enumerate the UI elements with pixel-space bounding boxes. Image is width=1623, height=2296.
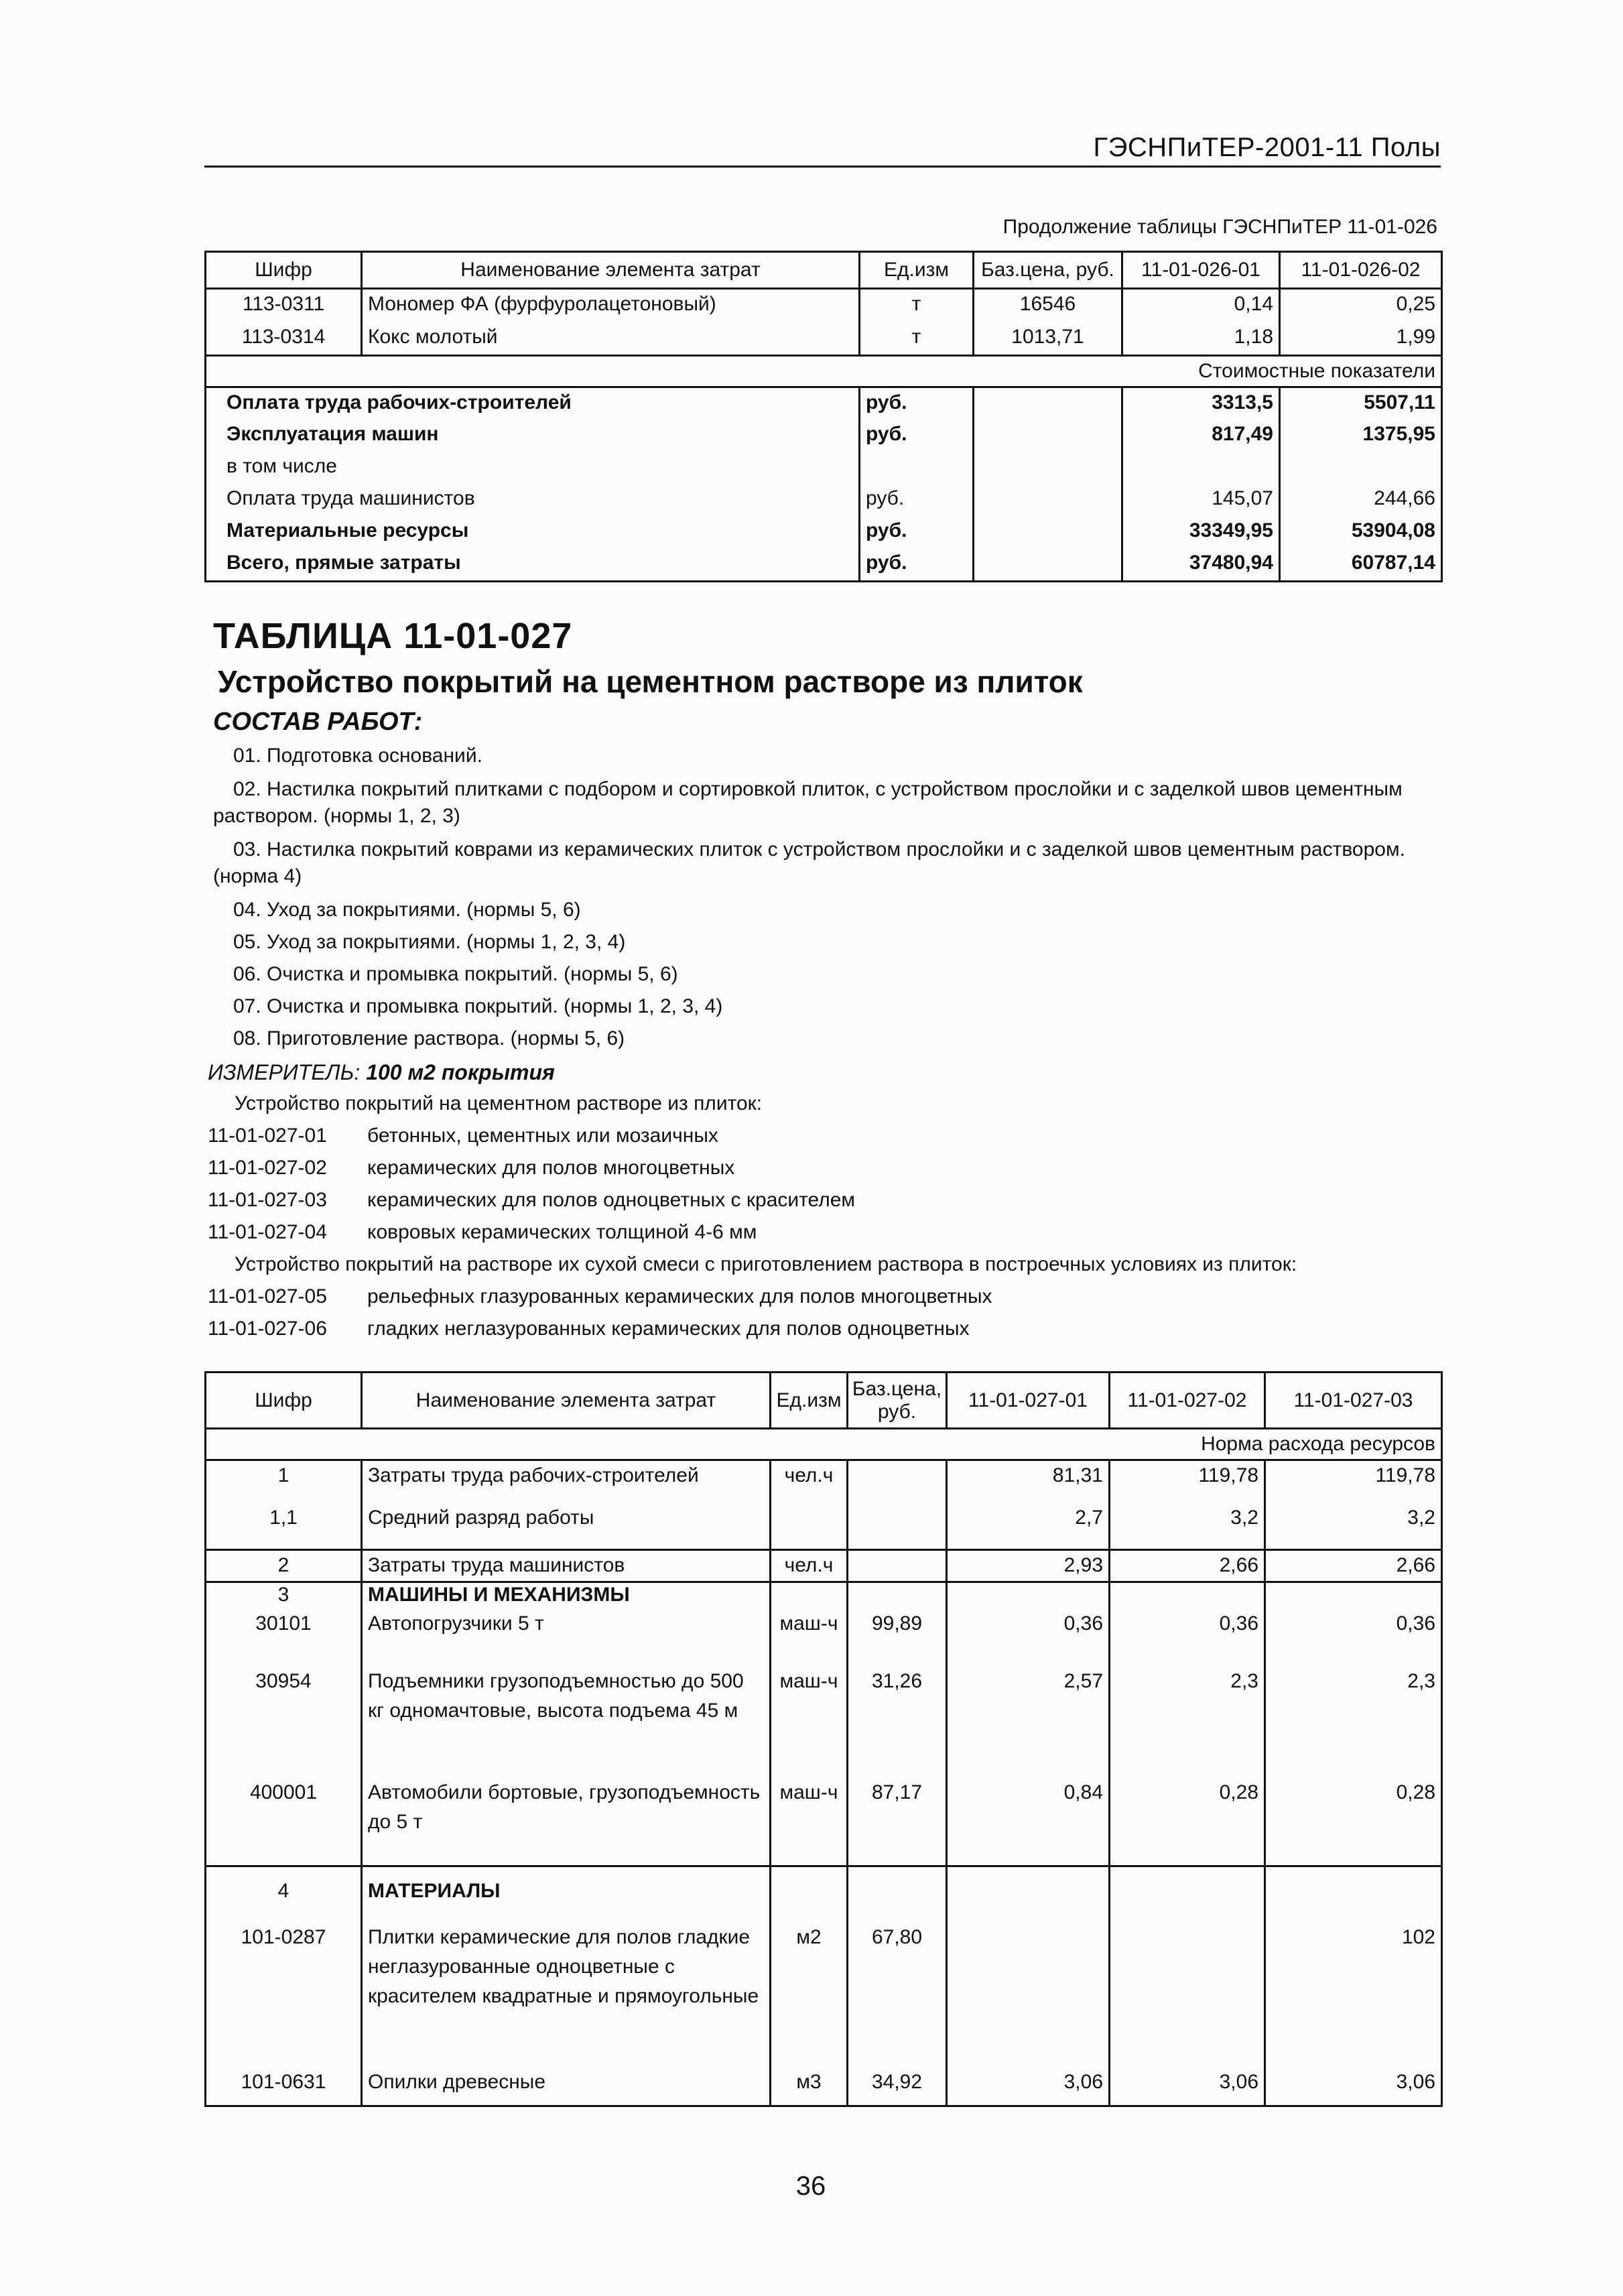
cell-norm-3: 2,3 (1265, 1667, 1442, 1778)
cell-price: 1013,71 (974, 322, 1122, 356)
cost-row-value-2: 1375,95 (1280, 420, 1442, 452)
cell-code: 400001 (206, 1778, 362, 1866)
cell-price: 99,89 (848, 1609, 947, 1667)
work-item: 04. Уход за покрытиями. (нормы 5, 6) (233, 899, 581, 921)
cell-name: Кокс молотый (362, 322, 860, 356)
cell-unit: чел.ч (771, 1550, 848, 1582)
cell-norm-1: 1,18 (1122, 322, 1280, 356)
col-header-norm-3: 11-01-027-03 (1265, 1373, 1442, 1429)
cell-code: 30954 (206, 1667, 362, 1778)
group-title: Устройство покрытий на цементном растворе из плиток: (235, 1092, 763, 1114)
col-header-norm-1: 11-01-027-01 (947, 1373, 1110, 1429)
norm-description: рельефных глазурованных керамических для полов многоцветных (367, 1285, 992, 1308)
col-header-unit: Ед.изм (860, 252, 974, 289)
cost-row-unit: руб. (860, 548, 974, 582)
cell-code: 3 (206, 1582, 362, 1609)
col-header-norm-2: 11-01-027-02 (1110, 1373, 1265, 1429)
cell-price: 16546 (974, 289, 1122, 322)
cell-norm-3: 0,36 (1265, 1609, 1442, 1667)
cost-row-name: в том числе (206, 452, 860, 484)
norm-code: 11-01-027-02 (208, 1157, 327, 1179)
cost-row-value-1: 145,07 (1122, 484, 1280, 516)
cost-row (206, 548, 1442, 582)
col-header-code: Шифр (206, 252, 362, 289)
cost-row-value-1: 33349,95 (1122, 516, 1280, 548)
cost-row-unit: руб. (860, 484, 974, 516)
cell-norm-2: 3,06 (1110, 2067, 1265, 2106)
cell-code: 113-0311 (206, 289, 362, 322)
cell-norm-2: 1,99 (1280, 322, 1442, 356)
measure-unit-label: ИЗМЕРИТЕЛЬ: (208, 1060, 361, 1084)
cell-norm-3: 119,78 (1265, 1460, 1442, 1503)
cost-row (206, 484, 1442, 516)
cell-name: МАТЕРИАЛЫ (362, 1866, 771, 1923)
cell-name: Затраты труда рабочих-строителей (362, 1460, 771, 1503)
cost-row-value-2: 5507,11 (1280, 387, 1442, 420)
work-item: 08. Приготовление раствора. (нормы 5, 6) (233, 1027, 625, 1049)
cell-norm-2: 0,36 (1110, 1609, 1265, 1667)
section-label-row (206, 1429, 1442, 1460)
cell-unit: м2 (771, 1923, 848, 2067)
cell-name: МАШИНЫ И МЕХАНИЗМЫ (362, 1582, 771, 1609)
group-title: Устройство покрытий на растворе их сухой смеси с приготовлением раствора в построечных условиях из плиток: (235, 1253, 1297, 1275)
cell-unit: м3 (771, 2067, 848, 2106)
col-header-price: Баз.цена, руб. (974, 252, 1122, 289)
cost-row-unit: руб. (860, 387, 974, 420)
col-header-name: Наименование элемента затрат (362, 252, 860, 289)
work-item: 07. Очистка и промывка покрытий. (нормы 1, 2, 3, 4) (233, 995, 723, 1017)
table-subtitle: Устройство покрытий на цементном растворе из плиток (218, 664, 1083, 699)
cost-row-name: Материальные ресурсы (206, 516, 860, 548)
table-row (206, 1866, 1442, 1923)
col-header-norm-2: 11-01-026-02 (1280, 252, 1442, 289)
norm-description: ковровых керамических толщиной 4-6 мм (367, 1221, 757, 1243)
document-header-title: ГЭСНПиТЕР-2001-11 Полы (1093, 133, 1441, 162)
cell-norm-1: 2,93 (947, 1550, 1110, 1582)
cell-name: Плитки керамические для полов гладкие неглазурованные одноцветные с красителем квадратные и прямоугольные (362, 1923, 771, 2067)
cost-row-unit: руб. (860, 420, 974, 452)
cell-price (848, 1503, 947, 1550)
norm-code: 11-01-027-03 (208, 1189, 327, 1211)
cell-price (848, 1460, 947, 1503)
col-header-code: Шифр (206, 1373, 362, 1429)
cost-row-value-2: 244,66 (1280, 484, 1442, 516)
norm-code: 11-01-027-05 (208, 1285, 327, 1308)
cost-row (206, 420, 1442, 452)
cell-unit: маш-ч (771, 1609, 848, 1667)
table-row (206, 2067, 1442, 2106)
cell-name: Автомобили бортовые, грузоподъемность до 5 т (362, 1778, 771, 1866)
measure-unit-line (208, 1060, 555, 1085)
section-label-cost: Стоимостные показатели (206, 356, 1442, 387)
header-divider (204, 166, 1441, 168)
cell-name: Подъемники грузоподъемностью до 500 кг одномачтовые, высота подъема 45 м (362, 1667, 771, 1778)
norm-description: керамических для полов одноцветных с красителем (367, 1189, 856, 1211)
cost-row-name: Оплата труда рабочих-строителей (206, 387, 860, 420)
cost-row (206, 452, 1442, 484)
cell-name: Средний разряд работы (362, 1503, 771, 1550)
measure-unit-value: 100 м2 покрытия (366, 1060, 555, 1084)
cell-code: 30101 (206, 1609, 362, 1667)
cell-unit: т (860, 322, 974, 356)
work-composition-heading: СОСТАВ РАБОТ: (213, 708, 423, 736)
cell-unit (771, 1503, 848, 1550)
table-row (206, 1778, 1442, 1866)
cost-row-name: Оплата труда машинистов (206, 484, 860, 516)
table-row (206, 1923, 1442, 2067)
work-item: 03. Настилка покрытий коврами из керамических плиток с устройством прослойки и с заделкой швов цементным раствором. (норма 4) (213, 838, 1405, 887)
cell-norm-1: 2,57 (947, 1667, 1110, 1778)
section-label-norm: Норма расхода ресурсов (206, 1429, 1442, 1460)
cell-norm-1: 0,84 (947, 1778, 1110, 1866)
cell-norm-1: 0,36 (947, 1609, 1110, 1667)
norm-description: бетонных, цементных или мозаичных (367, 1125, 718, 1147)
table-row (206, 1550, 1442, 1582)
norm-code: 11-01-027-04 (208, 1221, 327, 1243)
cell-norm-3: 2,66 (1265, 1550, 1442, 1582)
cost-row-name: Всего, прямые затраты (206, 548, 860, 582)
norm-code: 11-01-027-06 (208, 1318, 327, 1340)
cell-norm-1: 0,14 (1122, 289, 1280, 322)
cell-price: 31,26 (848, 1667, 947, 1778)
table-continuation-label: Продолжение таблицы ГЭСНПиТЕР 11-01-026 (1002, 216, 1437, 238)
cell-code: 101-0631 (206, 2067, 362, 2106)
cell-norm-3: 3,2 (1265, 1503, 1442, 1550)
cell-unit: маш-ч (771, 1667, 848, 1778)
col-header-norm-1: 11-01-026-01 (1122, 252, 1280, 289)
cell-name: Мономер ФА (фурфуролацетоновый) (362, 289, 860, 322)
col-header-unit: Ед.изм (771, 1373, 848, 1429)
cell-norm-3: 102 (1265, 1923, 1442, 2067)
col-header-name: Наименование элемента затрат (362, 1373, 771, 1429)
resource-table-026 (204, 251, 1443, 582)
cell-code: 1,1 (206, 1503, 362, 1550)
cell-norm-1: 3,06 (947, 2067, 1110, 2106)
cell-unit: маш-ч (771, 1778, 848, 1866)
cost-row (206, 516, 1442, 548)
cost-row-value-2: 60787,14 (1280, 548, 1442, 582)
table-row (206, 1460, 1442, 1503)
cell-name: Автопогрузчики 5 т (362, 1609, 771, 1667)
cell-name: Затраты труда машинистов (362, 1550, 771, 1582)
cost-row-value-1: 817,49 (1122, 420, 1280, 452)
cost-row-value-1: 3313,5 (1122, 387, 1280, 420)
cell-unit: т (860, 289, 974, 322)
cell-code: 4 (206, 1866, 362, 1923)
norm-description: керамических для полов многоцветных (367, 1157, 735, 1179)
table-row (206, 1667, 1442, 1778)
norm-code: 11-01-027-01 (208, 1125, 327, 1147)
section-label-row (206, 356, 1442, 387)
col-header-price: Баз.цена, руб. (848, 1373, 947, 1429)
cell-name: Опилки древесные (362, 2067, 771, 2106)
cell-norm-2: 3,2 (1110, 1503, 1265, 1550)
cell-code: 1 (206, 1460, 362, 1503)
cell-norm-3: 3,06 (1265, 2067, 1442, 2106)
cost-row-value-2: 53904,08 (1280, 516, 1442, 548)
table-header-row (206, 1373, 1442, 1429)
cell-code: 101-0287 (206, 1923, 362, 2067)
cell-code: 2 (206, 1550, 362, 1582)
cell-norm-1: 2,7 (947, 1503, 1110, 1550)
cell-norm-2: 119,78 (1110, 1460, 1265, 1503)
table-title: ТАБЛИЦА 11-01-027 (213, 616, 573, 656)
cost-row-value-1: 37480,94 (1122, 548, 1280, 582)
cell-unit: чел.ч (771, 1460, 848, 1503)
cell-price: 34,92 (848, 2067, 947, 2106)
cost-row (206, 387, 1442, 420)
table-row (206, 322, 1442, 356)
table-header-row (206, 252, 1442, 289)
work-item: 01. Подготовка оснований. (233, 745, 482, 767)
table-row (206, 289, 1442, 322)
cell-price: 87,17 (848, 1778, 947, 1866)
cell-norm-2: 0,28 (1110, 1778, 1265, 1866)
work-item: 05. Уход за покрытиями. (нормы 1, 2, 3, 4) (233, 931, 626, 953)
table-row (206, 1582, 1442, 1609)
work-item: 02. Настилка покрытий плитками с подбором и сортировкой плиток, с устройством прослойки и с заделкой швов цементным раствором. (нормы 1, 2, 3) (213, 778, 1403, 827)
work-item: 06. Очистка и промывка покрытий. (нормы 5, 6) (233, 963, 678, 985)
cost-row-unit: руб. (860, 516, 974, 548)
cell-price: 67,80 (848, 1923, 947, 2067)
table-row (206, 1503, 1442, 1550)
cell-norm-2: 0,25 (1280, 289, 1442, 322)
page-number: 36 (795, 2171, 826, 2201)
cell-price (848, 1550, 947, 1582)
cell-norm-1: 81,31 (947, 1460, 1110, 1503)
cell-code: 113-0314 (206, 322, 362, 356)
norm-description: гладких неглазурованных керамических для полов одноцветных (367, 1318, 970, 1340)
cell-norm-3: 0,28 (1265, 1778, 1442, 1866)
cell-norm-2: 2,3 (1110, 1667, 1265, 1778)
resource-table-027 (204, 1371, 1443, 2107)
table-row (206, 1609, 1442, 1667)
cost-row-name: Эксплуатация машин (206, 420, 860, 452)
cell-norm-2: 2,66 (1110, 1550, 1265, 1582)
